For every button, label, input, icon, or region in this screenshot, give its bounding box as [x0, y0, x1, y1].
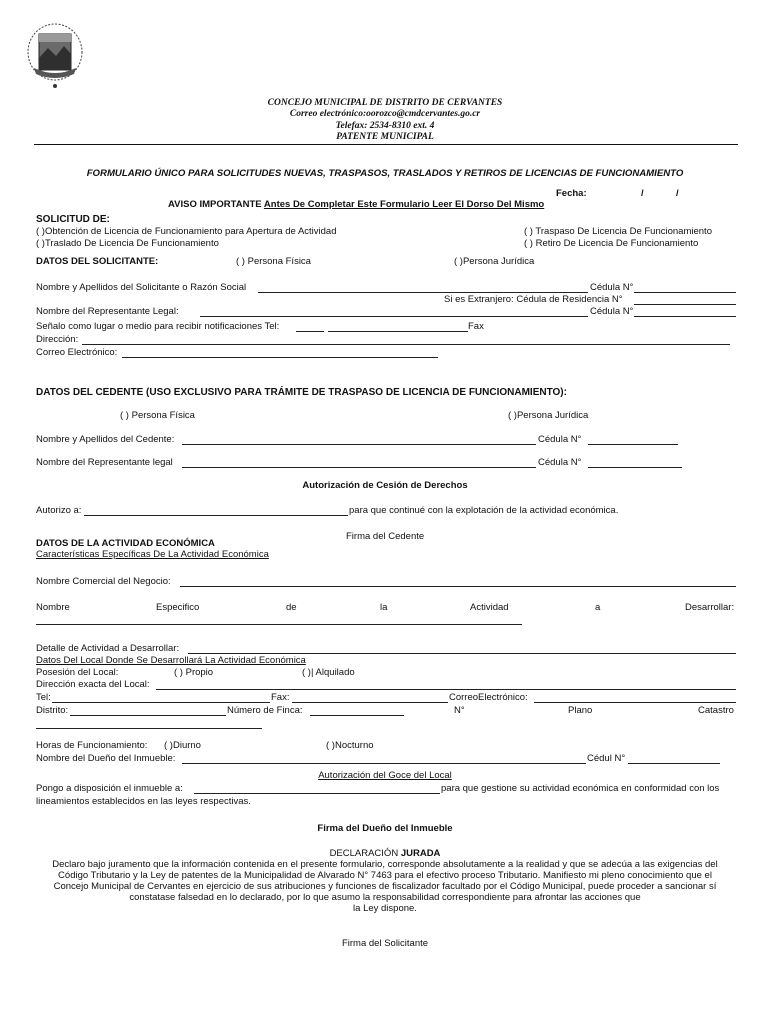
- cedente-heading: DATOS DEL CEDENTE (USO EXCLUSIVO PARA TRÁMITE DE TRASPASO DE LICENCIA DE FUNCIONAMIENTO):: [36, 387, 567, 398]
- dueno-label: Nombre del Dueño del Inmueble:: [36, 753, 176, 764]
- nombre-word-4: la: [380, 602, 388, 613]
- solicitud-opt-apertura[interactable]: ( )Obtención de Licencia de Funcionamiento para Apertura de Actividad: [36, 226, 337, 237]
- finca-label: Número de Finca:: [227, 705, 303, 716]
- declaracion-title-a: DECLARACIÓN: [329, 848, 399, 859]
- municipal-seal-icon: [24, 20, 86, 90]
- horas-label: Horas de Funcionamiento:: [36, 740, 148, 751]
- nombre-word-1: Nombre: [36, 602, 70, 613]
- local-fax-field[interactable]: [292, 702, 448, 703]
- pongo-tail: para que gestione su actividad económica en conformidad con los: [441, 783, 720, 794]
- extranjero-cedula-field[interactable]: [634, 304, 736, 305]
- direccion-field[interactable]: [82, 344, 730, 345]
- distrito-label: Distrito:: [36, 705, 69, 716]
- autorizo-field[interactable]: [84, 515, 348, 516]
- no-label: N°: [454, 705, 465, 716]
- solicitud-opt-traspaso[interactable]: ( ) Traspaso De Licencia De Funcionamiento: [524, 226, 712, 237]
- form-title: FORMULARIO ÚNICO PARA SOLICITUDES NUEVAS, TRASPASOS, TRASLADOS Y RETIROS DE LICENCIAS DE FUNCIONAMIENTO: [86, 168, 684, 179]
- comercial-field[interactable]: [180, 586, 736, 587]
- distrito-field[interactable]: [70, 715, 226, 716]
- nombre-especifico-field[interactable]: [36, 624, 522, 625]
- date-sep-2: /: [676, 188, 679, 199]
- posesion-label: Posesión del Local:: [36, 667, 119, 678]
- local-heading: Datos Del Local Donde Se Desarrollará La Actividad Económica: [36, 655, 306, 666]
- declaracion-title: [0, 848, 770, 859]
- solicitud-opt-traslado[interactable]: ( )Traslado De Licencia De Funcionamiento: [36, 238, 219, 249]
- notice-text: Antes De Completar Este Formulario Leer El Dorso Del Mismo: [263, 199, 545, 210]
- declaracion-line-4: constatase falsedad en lo declarado, por lo que asumo la responsabilidad correspondiente para afrontar las acciones que: [129, 892, 641, 903]
- local-direccion-field[interactable]: [156, 689, 736, 690]
- solicitante-cedula-label: Cédula N°: [590, 282, 634, 293]
- representante-field[interactable]: [200, 316, 588, 317]
- org-name: CONCEJO MUNICIPAL DE DISTRITO DE CERVANTES: [267, 98, 503, 108]
- alquilado-option[interactable]: ( )| Alquilado: [302, 667, 355, 678]
- catastro-label: Catastro: [698, 705, 734, 716]
- diurno-option[interactable]: ( )Diurno: [164, 740, 201, 751]
- pongo-line-2: lineamientos establecidos en las leyes respectivas.: [36, 796, 251, 807]
- nombre-word-2: Especifico: [156, 602, 200, 613]
- notificaciones-label: Señalo como lugar o medio para recibir notificaciones Tel:: [36, 321, 280, 332]
- local-correo-label: CorreoElectrónico:: [449, 692, 528, 703]
- solicitante-fisica-option[interactable]: ( ) Persona Física: [236, 256, 311, 267]
- cedente-cedula-label: Cédula N°: [538, 434, 582, 445]
- extranjero-label: Si es Extranjero: Cédula de Residencia N°: [444, 294, 623, 305]
- notice-label: AVISO IMPORTANTE: [168, 199, 262, 210]
- firma-dueno: Firma del Dueño del Inmueble: [317, 823, 453, 834]
- notice: [168, 199, 544, 210]
- cedente-representante-cedula-label: Cédula N°: [538, 457, 582, 468]
- notificaciones-tel-field-2[interactable]: [328, 331, 468, 332]
- direccion-label: Dirección:: [36, 334, 79, 345]
- goce-title: Autorización del Goce del Local: [318, 770, 452, 781]
- representante-label: Nombre del Representante Legal:: [36, 306, 179, 317]
- local-correo-field[interactable]: [534, 702, 736, 703]
- local-tel-field[interactable]: [52, 702, 270, 703]
- declaracion-line-5: la Ley dispone.: [353, 903, 417, 914]
- declaracion-line-1: Declaro bajo juramento que la información contenida en el presente formulario, corresponde absolutamente a la realidad y que se adecúa a las exigencias del: [52, 859, 718, 870]
- representante-cedula-field[interactable]: [634, 316, 736, 317]
- declaracion-line-2: Código Tributario y la Ley de patentes de la Municipalidad de Alvarado N° 7463 para el efectivo proceso Tributario. Manifiesto mi pleno conocimiento que el: [58, 870, 712, 881]
- solicitante-heading: DATOS DEL SOLICITANTE:: [36, 256, 159, 267]
- detalle-field[interactable]: [188, 653, 736, 654]
- autorizo-tail: para que continué con la explotación de la actividad económica.: [349, 505, 619, 516]
- firma-cedente: Firma del Cedente: [346, 531, 425, 542]
- dueno-cedula-label: Cédul N°: [587, 753, 626, 764]
- solicitante-cedula-field[interactable]: [634, 292, 736, 293]
- org-email: Correo electrónico:oorozco@cmdcervantes.go.cr: [289, 109, 481, 119]
- nombre-word-3: de: [286, 602, 297, 613]
- correo-field[interactable]: [122, 357, 438, 358]
- header-rule: [34, 144, 738, 145]
- cesion-title: Autorización de Cesión de Derechos: [302, 480, 468, 491]
- nombre-word-5: Actividad: [470, 602, 509, 613]
- catastro-field[interactable]: [36, 728, 262, 729]
- representante-cedula-label: Cédula N°: [590, 306, 634, 317]
- cedente-nombre-label: Nombre y Apellidos del Cedente:: [36, 434, 175, 445]
- correo-label: Correo Electrónico:: [36, 347, 118, 358]
- dueno-field[interactable]: [182, 763, 586, 764]
- actividad-sub: Características Específicas De La Actividad Económica: [36, 549, 269, 560]
- comercial-label: Nombre Comercial del Negocio:: [36, 576, 171, 587]
- pongo-field[interactable]: [194, 793, 440, 794]
- dueno-cedula-field[interactable]: [628, 763, 720, 764]
- solicitud-heading: SOLICITUD DE:: [36, 214, 110, 225]
- pongo-label: Pongo a disposición el inmueble a:: [36, 783, 183, 794]
- nombre-word-6: a: [595, 602, 601, 613]
- finca-field[interactable]: [310, 715, 404, 716]
- autorizo-label: Autorizo a:: [36, 505, 82, 516]
- local-direccion-label: Dirección exacta del Local:: [36, 679, 150, 690]
- nombre-word-7: Desarrollar:: [685, 602, 735, 613]
- cedente-representante-label: Nombre del Representante legal: [36, 457, 173, 468]
- date-label: Fecha:: [556, 188, 587, 199]
- solicitante-juridica-option[interactable]: ( )Persona Jurídica: [454, 256, 535, 267]
- propio-option[interactable]: ( ) Propio: [174, 667, 214, 678]
- cedente-representante-field[interactable]: [182, 467, 536, 468]
- org-phone: Telefax: 2534-8310 ext. 4: [335, 121, 435, 131]
- detalle-label: Detalle de Actividad a Desarrollar:: [36, 643, 180, 654]
- nocturno-option[interactable]: ( )Nocturno: [326, 740, 374, 751]
- declaracion-title-b: JURADA: [400, 848, 441, 859]
- solicitante-nombre-field[interactable]: [258, 292, 588, 293]
- notificaciones-fax-label: Fax: [468, 321, 484, 332]
- local-tel-label: Tel:: [36, 692, 51, 703]
- cedente-representante-cedula-field[interactable]: [588, 467, 682, 468]
- actividad-heading: DATOS DE LA ACTIVIDAD ECONÓMICA: [36, 538, 215, 549]
- declaracion-line-3: Concejo Municipal de Cervantes en ejercicio de sus atribuciones y funciones de fiscalizador facultado por el Código Municipal, puede proceder a sancionar sí: [53, 881, 717, 892]
- solicitante-nombre-label: Nombre y Apellidos del Solicitante o Razón Social: [36, 282, 247, 293]
- cedente-juridica-option[interactable]: ( )Persona Jurídica: [508, 410, 589, 421]
- notificaciones-tel-field[interactable]: [296, 331, 324, 332]
- cedente-nombre-field[interactable]: [182, 444, 536, 445]
- doc-type: PATENTE MUNICIPAL: [336, 132, 434, 142]
- cedente-fisica-option[interactable]: ( ) Persona Física: [120, 410, 195, 421]
- cedente-cedula-field[interactable]: [588, 444, 678, 445]
- plano-label: Plano: [568, 705, 593, 716]
- solicitud-opt-retiro[interactable]: ( ) Retiro De Licencia De Funcionamiento: [524, 238, 699, 249]
- firma-solicitante: Firma del Solicitante: [341, 938, 429, 949]
- date-sep-1: /: [641, 188, 644, 199]
- local-fax-label: Fax:: [271, 692, 290, 703]
